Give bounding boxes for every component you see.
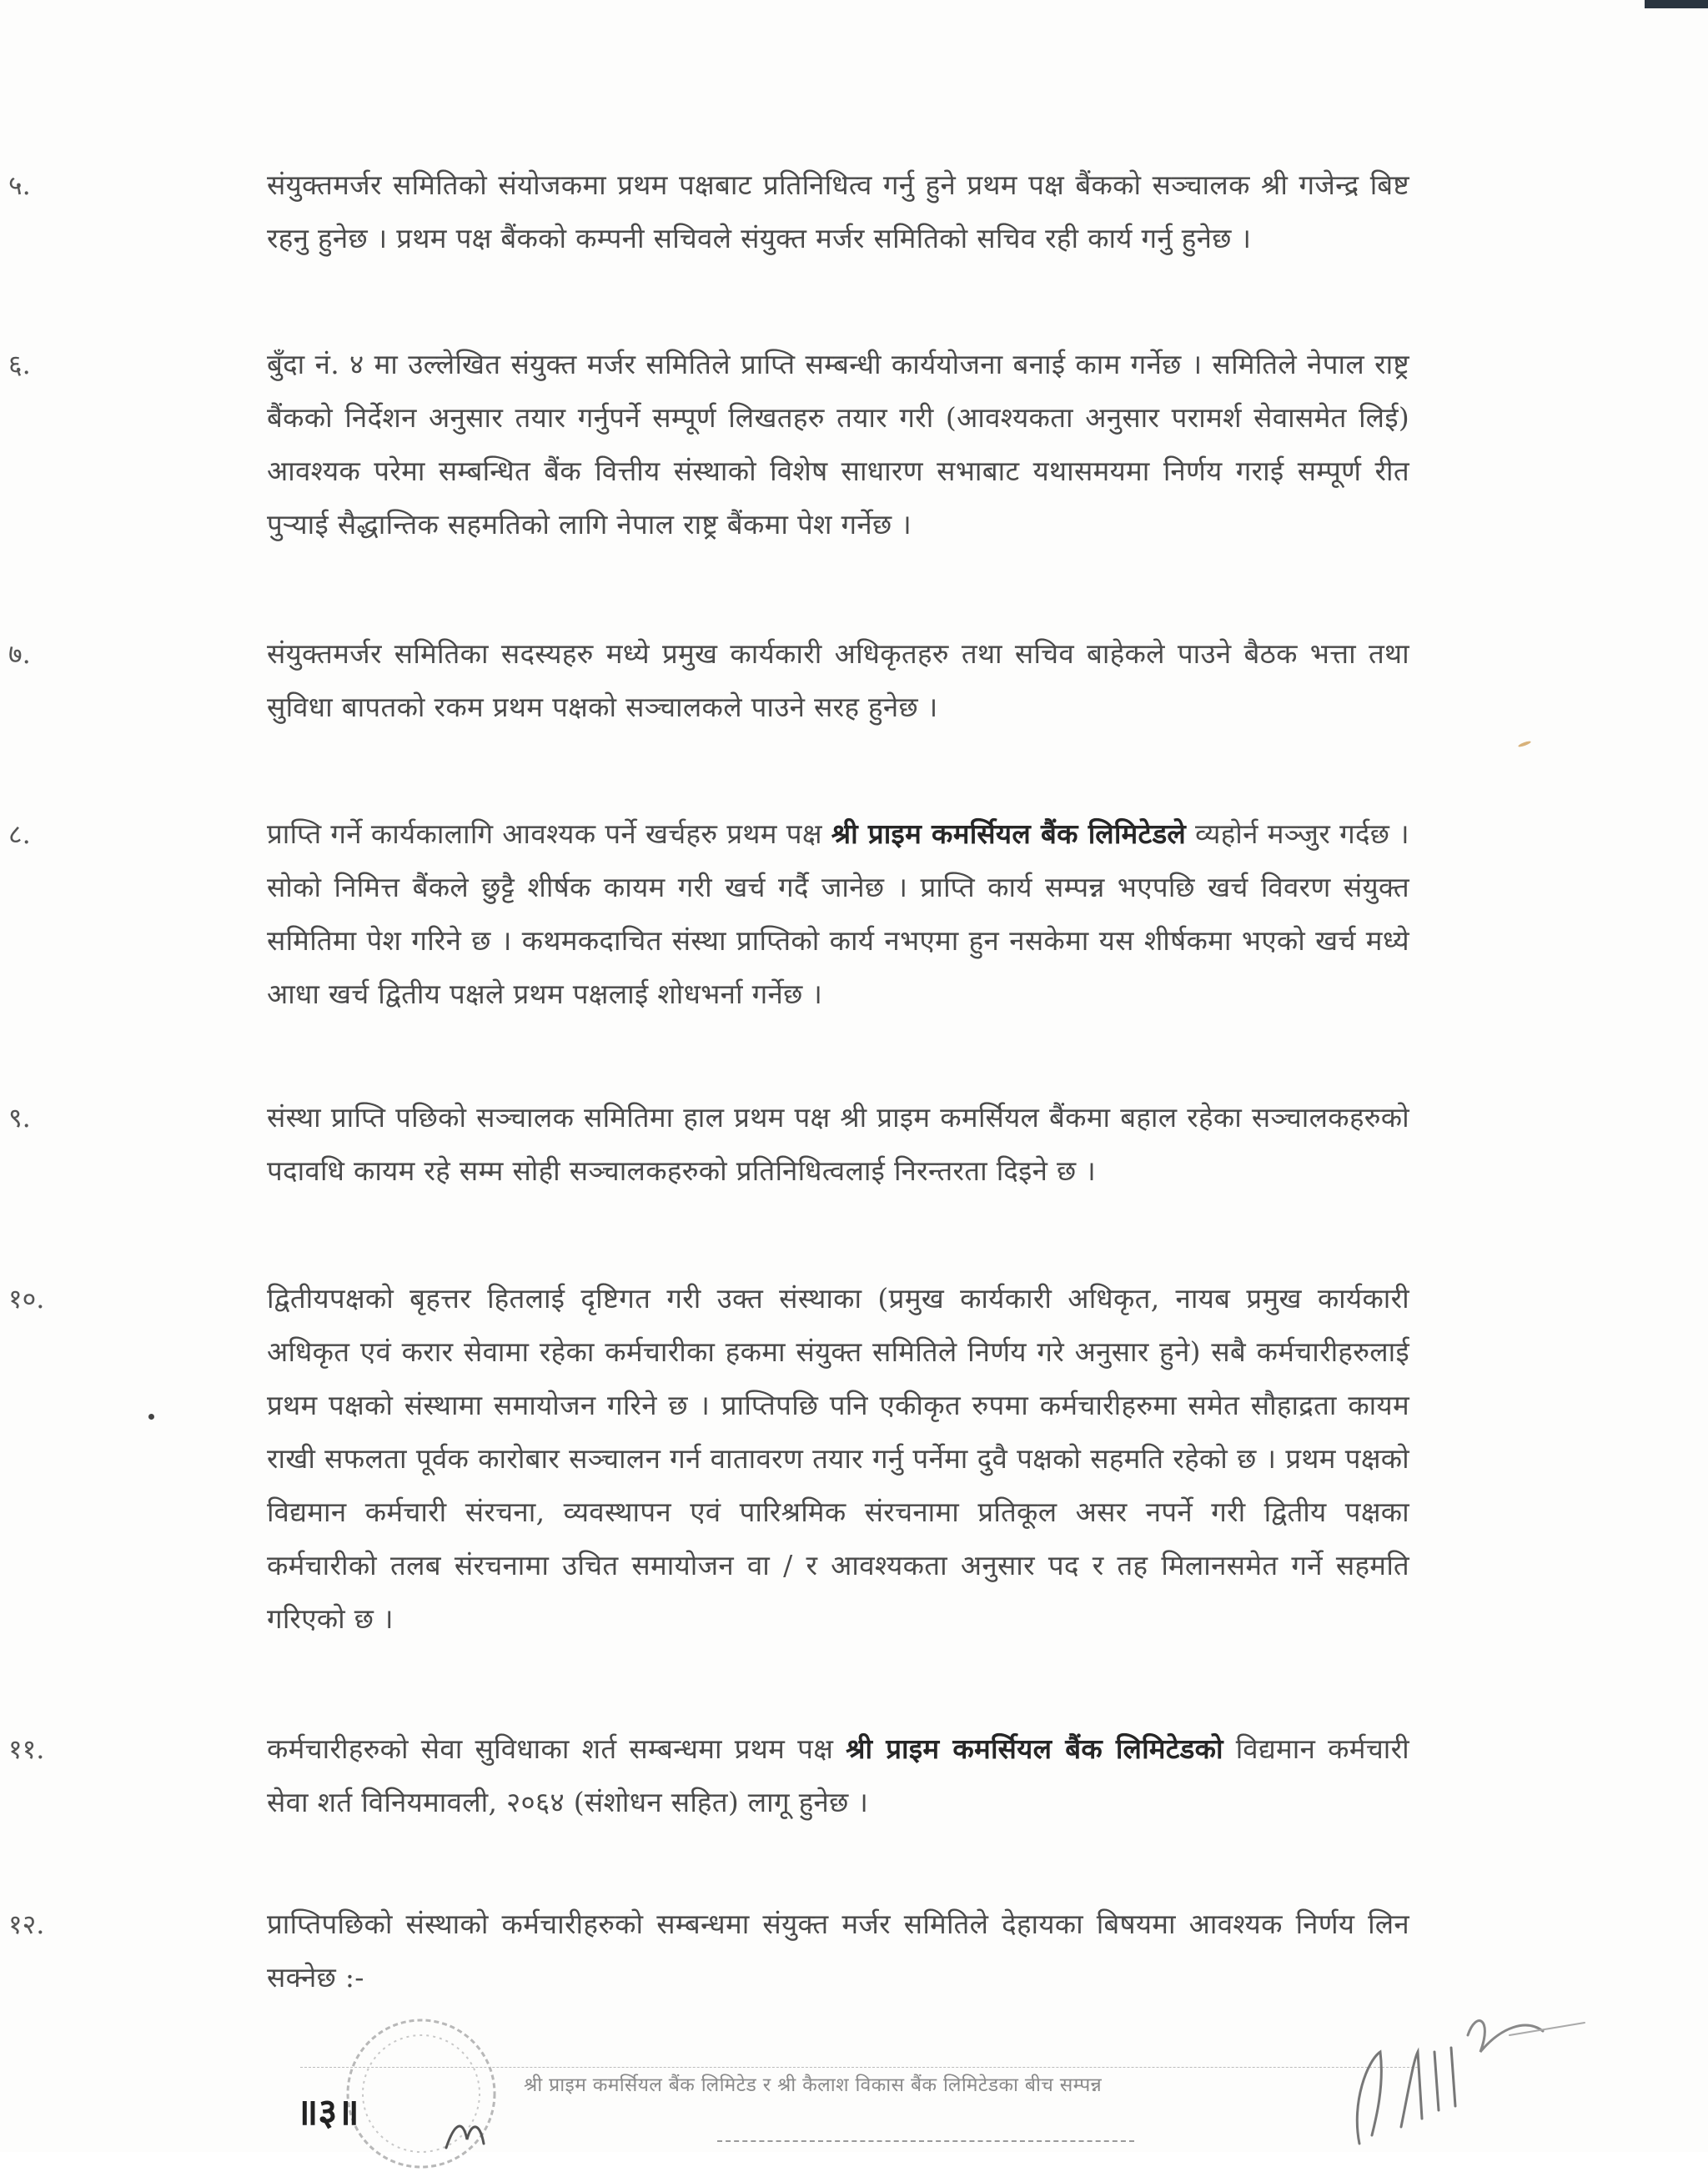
clause-text: संयुक्तमर्जर समितिको संयोजकमा प्रथम पक्षबाट प्रतिनिधित्व गर्नु हुने प्रथम पक्ष बैंकको सञ्चालक श्री गजेन्द्र बिष्ट रहनु हुनेछ । प्रथम पक्ष बैंकको कम्पनी सचिवले संयुक्त मर्जर समितिको सचिव रही कार्य गर्नु हुनेछ । [267,168,1409,254]
signature [1334,2002,1601,2152]
clause-6 [8,338,1409,551]
scan-corner-mark [1645,0,1708,8]
clause-text: संयुक्तमर्जर समितिका सदस्यहरु मध्ये प्रमुख कार्यकारी अधिकृतहरु तथा सचिव बाहेकले पाउने बैठक भत्ता तथा सुविधा बापतको रकम प्रथम पक्षको सञ्चालकले पाउने सरह हुनेछ । [267,637,1409,723]
clause-7 [8,627,1409,734]
clause-10 [8,1272,1409,1646]
clause-text-part: कर्मचारीहरुको सेवा सुविधाका शर्त सम्बन्धमा प्रथम पक्ष [267,1732,846,1765]
clause-number: ९. [8,1102,31,1134]
clause-12 [8,1898,1409,2004]
clause-number: ८. [8,818,31,850]
bank-name: श्री प्राइम कमर्सियल बैंक लिमिटेडको [846,1732,1223,1765]
clause-text [267,1722,1409,1829]
company-stamp [338,2010,505,2177]
bank-name: श्री प्राइम कमर्सियल बैंक लिमिटेडले [831,817,1187,850]
clause-text: बुँदा नं. ४ मा उल्लेखित संयुक्त मर्जर समितिले प्राप्ति सम्बन्धी कार्ययोजना बनाई काम गर्नेछ । समितिले नेपाल राष्ट्र बैंकको निर्देशन अनुसार तयार गर्नुपर्ने सम्पूर्ण लिखतहरु तयार गरी (आवश्यकता अनुसार परामर्श सेवासमेत लिई) आवश्यक परेमा सम्बन्धित बैंक वित्तीय संस्थाको विशेष साधारण सभाबाट यथासमयमा निर्णय गराई सम्पूर्ण रीत पुऱ्याई सैद्धान्तिक सहमतिको लागि नेपाल राष्ट्र बैंकमा पेश गर्नेछ । [267,348,1409,540]
initial-mark [442,2114,517,2152]
clause-text: प्राप्तिपछिको संस्थाको कर्मचारीहरुको सम्बन्धमा संयुक्त मर्जर समितिले देहायका बिषयमा आवश्यक निर्णय लिन सक्नेछ :- [267,1908,1409,1993]
clause-5 [8,158,1409,265]
clause-number: ६. [8,349,31,380]
page-number: ॥३॥ [296,2091,359,2134]
clause-number: ७. [8,638,31,670]
scan-speck [1518,740,1531,747]
clause-9 [8,1091,1409,1198]
clause-11 [8,1722,1409,1829]
clause-text-part: प्राप्ति गर्ने कार्यकालागि आवश्यक पर्ने खर्चहरु प्रथम पक्ष [267,817,831,850]
clause-8 [8,807,1409,1021]
footer-bottom-rule [717,2140,1134,2142]
clause-text: द्वितीयपक्षको बृहत्तर हितलाई दृष्टिगत गरी उक्त संस्थाका (प्रमुख कार्यकारी अधिकृत, नायब प्रमुख कार्यकारी अधिकृत एवं करार सेवामा रहेका कर्मचारीका हकमा संयुक्त समितिले निर्णय गरे अनुसार हुने) सबै कर्मचारीहरुलाई प्रथम पक्षको संस्थामा समायोजन गरिने छ । प्राप्तिपछि पनि एकीकृत रुपमा कर्मचारीहरुमा समेत सौहाद्रता कायम राखी सफलता पूर्वक कारोबार सञ्चालन गर्न वातावरण तयार गर्नु पर्नेमा दुवै पक्षको सहमति रहेको छ । प्रथम पक्षको विद्यमान कर्मचारी संरचना, व्यवस्थापन एवं पारिश्रमिक संरचनामा प्रतिकूल असर नपर्ने गरी द्वितीय पक्षका कर्मचारीको तलब संरचनामा उचित समायोजन वा / र आवश्यकता अनुसार पद र तह मिलानसमेत गर्ने सहमति गरिएको छ । [267,1282,1409,1635]
clause-text: संस्था प्राप्ति पछिको सञ्चालक समितिमा हाल प्रथम पक्ष श्री प्राइम कमर्सियल बैंकमा बहाल रहेका सञ्चालकहरुको पदावधि कायम रहे सम्म सोही सञ्चालकहरुको प्रतिनिधित्वलाई निरन्तरता दिइने छ । [267,1101,1409,1187]
clause-text-part: विद्यमान कर्मचारी सेवा शर्त विनियमावली, २०६४ (संशोधन सहित) लागू हुनेछ । [267,1732,1409,1818]
clause-text-part: व्यहोर्न मञ्जुर गर्दछ । सोको निमित्त बैंकले छुट्टै शीर्षक कायम गरी खर्च गर्दै जानेछ । प्राप्ति कार्य सम्पन्न भएपछि खर्च विवरण संयुक्त समितिमा पेश गरिने छ । कथमकदाचित संस्था प्राप्तिको कार्य नभएमा हुन नसकेमा यस शीर्षकमा भएको खर्च मध्ये आधा खर्च द्वितीय पक्षले प्रथम पक्षलाई शोधभर्ना गर्नेछ । [267,817,1409,1010]
scan-speck [148,1414,154,1420]
footer-agreement-text: श्री प्राइम कमर्सियल बैंक लिमिटेड र श्री कैलाश विकास बैंक लिमिटेडका बीच सम्पन्न [524,2074,1103,2096]
clause-number: १२. [8,1908,45,1940]
clause-text [267,807,1409,1021]
clause-number: ११. [8,1733,45,1765]
clause-number: १०. [8,1283,45,1315]
clause-number: ५. [8,169,31,201]
